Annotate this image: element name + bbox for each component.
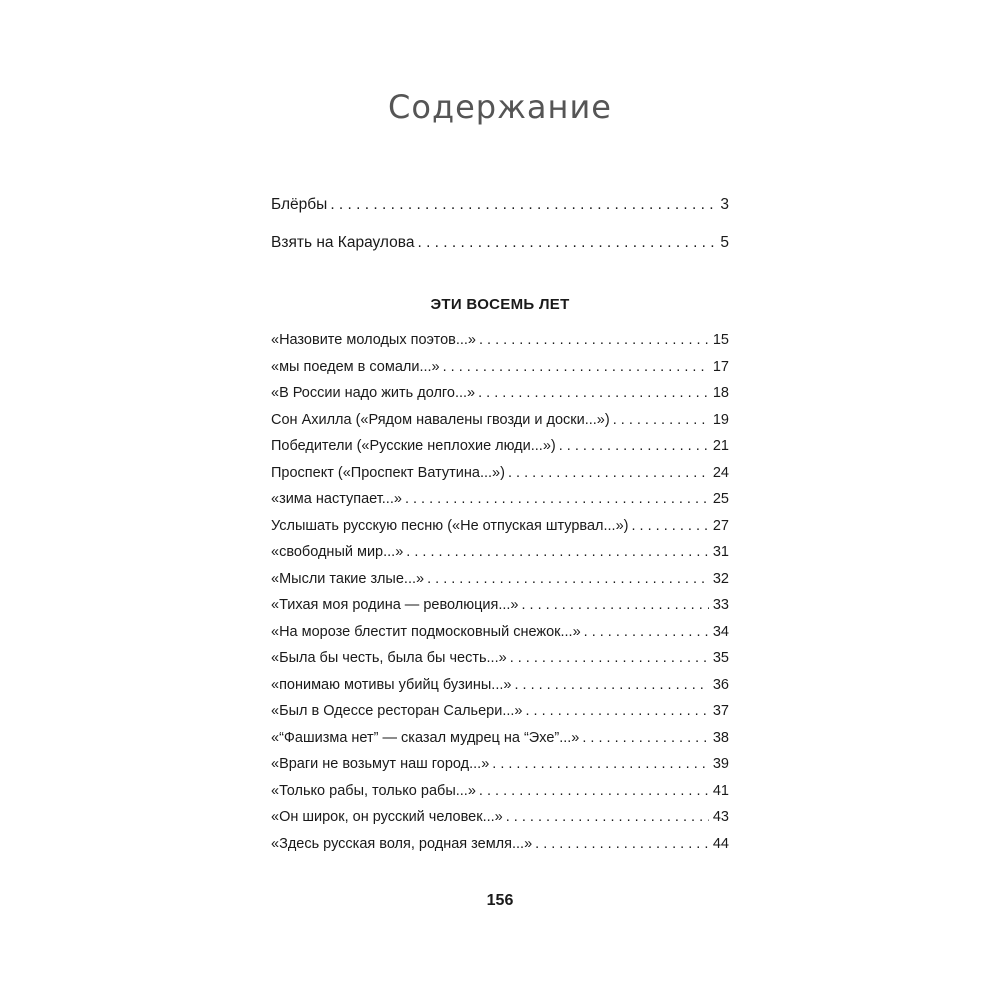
dot-leader bbox=[492, 756, 709, 772]
toc-entry-text: Проспект («Проспект Ватутина...») bbox=[271, 464, 505, 481]
toc-entry-page: 39 bbox=[712, 756, 729, 772]
toc-entry-text: «“Фашизма нет” — сказал мудрец на “Эхе”...» bbox=[271, 729, 580, 746]
toc-entry-text: «Была бы честь, была бы честь...» bbox=[271, 650, 507, 666]
toc-entry-page: 41 bbox=[712, 782, 729, 799]
toc-entry-page: 15 bbox=[712, 332, 729, 348]
toc-entry-text: «Враги не возьмут наш город...» bbox=[271, 756, 490, 772]
section-heading: ЭТИ ВОСЕМЬ ЛЕТ bbox=[430, 296, 570, 313]
toc-entry-text: «Здесь русская воля, родная земля...» bbox=[271, 835, 533, 852]
toc-entry bbox=[271, 597, 729, 624]
toc-entry-text: «Мысли такие злые...» bbox=[271, 570, 425, 587]
toc-entry bbox=[271, 438, 729, 465]
toc-entry-text: «зима наступает...» bbox=[271, 491, 402, 507]
toc-entry-page: 34 bbox=[712, 623, 729, 640]
toc-entry-page: 37 bbox=[712, 703, 729, 719]
toc-entry bbox=[271, 624, 729, 651]
toc-entry bbox=[271, 196, 729, 234]
dot-leader bbox=[559, 438, 709, 454]
toc-entry-page: 32 bbox=[712, 570, 729, 587]
toc-entry-text: «понимаю мотивы убийц бузины...» bbox=[271, 676, 512, 693]
toc-entry-page: 25 bbox=[712, 491, 729, 507]
dot-leader bbox=[406, 544, 709, 560]
toc-entry bbox=[271, 491, 729, 518]
toc-entry bbox=[271, 544, 729, 571]
dot-leader bbox=[514, 677, 708, 693]
toc-top-list bbox=[271, 196, 729, 272]
toc-entry bbox=[271, 332, 729, 359]
toc-entry bbox=[271, 571, 729, 598]
dot-leader bbox=[584, 624, 709, 640]
toc-entry-page: 19 bbox=[712, 411, 729, 428]
toc-entry bbox=[271, 836, 729, 863]
dot-leader bbox=[506, 809, 709, 825]
toc-entry-text: «Только рабы, только рабы...» bbox=[271, 782, 476, 799]
toc-entry-text: Услышать русскую песню («Не отпуская штурвал...») bbox=[271, 517, 629, 534]
toc-entry-page: 17 bbox=[712, 358, 729, 375]
toc-entry bbox=[271, 730, 729, 757]
dot-leader bbox=[535, 836, 709, 852]
toc-entry-text: «мы поедем в сомали...» bbox=[271, 358, 440, 375]
toc-entry-page: 27 bbox=[712, 517, 729, 534]
dot-leader bbox=[330, 196, 716, 214]
toc-entry bbox=[271, 677, 729, 704]
page-title: Содержание bbox=[388, 88, 612, 126]
toc-entry-page: 21 bbox=[712, 438, 729, 454]
toc-entry bbox=[271, 412, 729, 439]
toc-entry-text: «Был в Одессе ресторан Сальери...» bbox=[271, 703, 523, 719]
toc-entry-page: 38 bbox=[712, 729, 729, 746]
dot-leader bbox=[417, 234, 716, 252]
dot-leader bbox=[479, 332, 709, 348]
toc-section-list bbox=[271, 332, 729, 862]
dot-leader bbox=[631, 518, 708, 534]
toc-entry-page: 24 bbox=[712, 464, 729, 481]
toc-entry-text: «На морозе блестит подмосковный снежок...» bbox=[271, 623, 581, 640]
dot-leader bbox=[510, 650, 709, 666]
toc-entry bbox=[271, 809, 729, 836]
toc-entry-page: 31 bbox=[712, 544, 729, 560]
dot-leader bbox=[582, 730, 709, 746]
page-number: 156 bbox=[486, 892, 514, 909]
toc-entry-text: «Назовите молодых поэтов...» bbox=[271, 332, 476, 348]
dot-leader bbox=[405, 491, 709, 507]
dot-leader bbox=[478, 385, 709, 401]
dot-leader bbox=[525, 703, 708, 719]
toc-entry-text: «свободный мир...» bbox=[271, 544, 404, 560]
toc-entry-page: 18 bbox=[712, 385, 729, 401]
dot-leader bbox=[521, 597, 708, 613]
toc-entry bbox=[271, 359, 729, 386]
toc-entry-text: «В России надо жить долго...» bbox=[271, 385, 476, 401]
toc-entry-page: 36 bbox=[712, 676, 729, 693]
toc-entry-page: 35 bbox=[712, 650, 729, 666]
toc-entry-text: Победители («Русские неплохие люди...») bbox=[271, 438, 556, 454]
toc-entry-page: 43 bbox=[712, 809, 729, 825]
toc-entry-text: «Он широк, он русский человек...» bbox=[271, 809, 503, 825]
dot-leader bbox=[508, 465, 709, 481]
toc-entry-text: Взять на Караулова bbox=[271, 234, 415, 251]
toc-entry-page: 5 bbox=[720, 234, 729, 251]
toc-entry bbox=[271, 234, 729, 272]
toc-entry-page: 33 bbox=[712, 597, 729, 613]
dot-leader bbox=[427, 571, 709, 587]
toc-entry bbox=[271, 465, 729, 492]
dot-leader bbox=[443, 359, 709, 375]
toc-entry bbox=[271, 703, 729, 730]
toc-entry-page: 3 bbox=[720, 196, 729, 213]
toc-entry-text: Блёрбы bbox=[271, 196, 328, 213]
toc-entry bbox=[271, 783, 729, 810]
toc-entry bbox=[271, 650, 729, 677]
toc-entry bbox=[271, 385, 729, 412]
dot-leader bbox=[479, 783, 709, 799]
toc-entry-text: Сон Ахилла («Рядом навалены гвозди и доски...») bbox=[271, 411, 610, 428]
toc-entry bbox=[271, 518, 729, 545]
toc-entry-text: «Тихая моя родина — революция...» bbox=[271, 597, 519, 613]
toc-entry-page: 44 bbox=[712, 835, 729, 852]
dot-leader bbox=[613, 412, 709, 428]
toc-entry bbox=[271, 756, 729, 783]
